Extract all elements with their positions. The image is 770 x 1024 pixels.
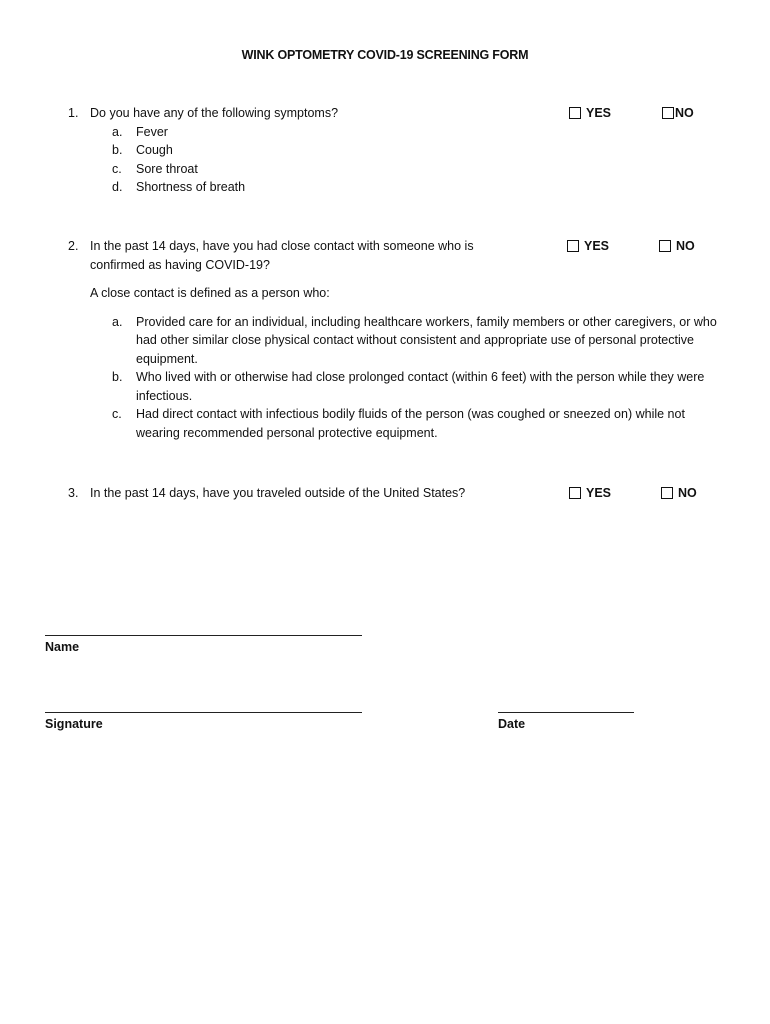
q2-no-checkbox[interactable] [659,239,695,253]
close-contact-list [68,313,718,443]
question-text: Do you have any of the following symptoms? [90,106,339,120]
checkbox-icon[interactable] [567,240,579,252]
list-item-text: Shortness of breath [136,180,246,194]
q1-no-checkbox[interactable] [662,106,694,120]
question-1 [68,104,548,197]
checkbox-icon[interactable] [661,487,673,499]
list-item [68,178,548,197]
question-2 [68,237,718,442]
checkbox-icon[interactable] [662,107,674,119]
list-item [68,141,548,160]
q3-no-checkbox[interactable] [661,486,697,500]
yes-label: YES [584,239,610,253]
page-title: WINK OPTOMETRY COVID-19 SCREENING FORM [241,48,529,62]
signature-label: Signature [45,717,103,731]
list-marker: a. [112,124,123,139]
q1-yes-checkbox[interactable] [569,106,611,120]
yes-label: YES [586,486,612,500]
list-item [68,313,718,369]
name-label: Name [45,640,80,654]
checkbox-icon[interactable] [569,487,581,499]
list-item-text: Who lived with or otherwise had close prolonged contact (within 6 feet) with the person while they were infectious. [136,370,705,403]
list-marker: d. [112,180,123,194]
date-line[interactable] [498,712,634,713]
question-number: 3. [68,486,79,500]
list-item [68,160,548,179]
question-number: 2. [68,239,79,253]
list-item [68,123,548,142]
yes-label: YES [586,106,612,120]
signature-line[interactable] [45,712,362,713]
question-text: In the past 14 days, have you had close contact with someone who is confirmed as having COVID-19? [90,239,474,272]
name-line[interactable] [45,635,362,636]
list-item-text: Had direct contact with infectious bodily fluids of the person (was coughed or sneezed on) while not wearing recommended personal protective equipment. [136,407,685,440]
q2-yes-checkbox[interactable] [567,239,609,253]
question-text: In the past 14 days, have you traveled outside of the United States? [90,486,466,500]
list-marker: c. [112,407,122,421]
list-item-text: Fever [136,124,168,139]
question-number: 1. [68,106,79,120]
list-item [68,368,718,405]
no-label: NO [676,239,695,253]
list-marker: b. [112,370,123,384]
q3-yes-checkbox[interactable] [569,486,611,500]
checkbox-icon[interactable] [659,240,671,252]
list-item [68,405,718,442]
date-label: Date [498,717,526,731]
symptom-list [68,123,548,197]
list-item-text: Cough [136,143,173,157]
list-item-text: Provided care for an individual, including healthcare workers, family members or other caregivers, or who had other similar close physical contact without consistent and appropriate use of personal protective equipment. [136,314,717,366]
no-label: NO [678,486,697,500]
list-marker: b. [112,143,123,157]
list-marker: a. [112,314,123,329]
list-item-text: Sore throat [136,161,198,176]
question-3 [68,484,548,503]
close-contact-definition: A close contact is defined as a person who: [90,286,330,300]
list-marker: c. [112,161,122,176]
no-label: NO [675,106,694,120]
checkbox-icon[interactable] [569,107,581,119]
